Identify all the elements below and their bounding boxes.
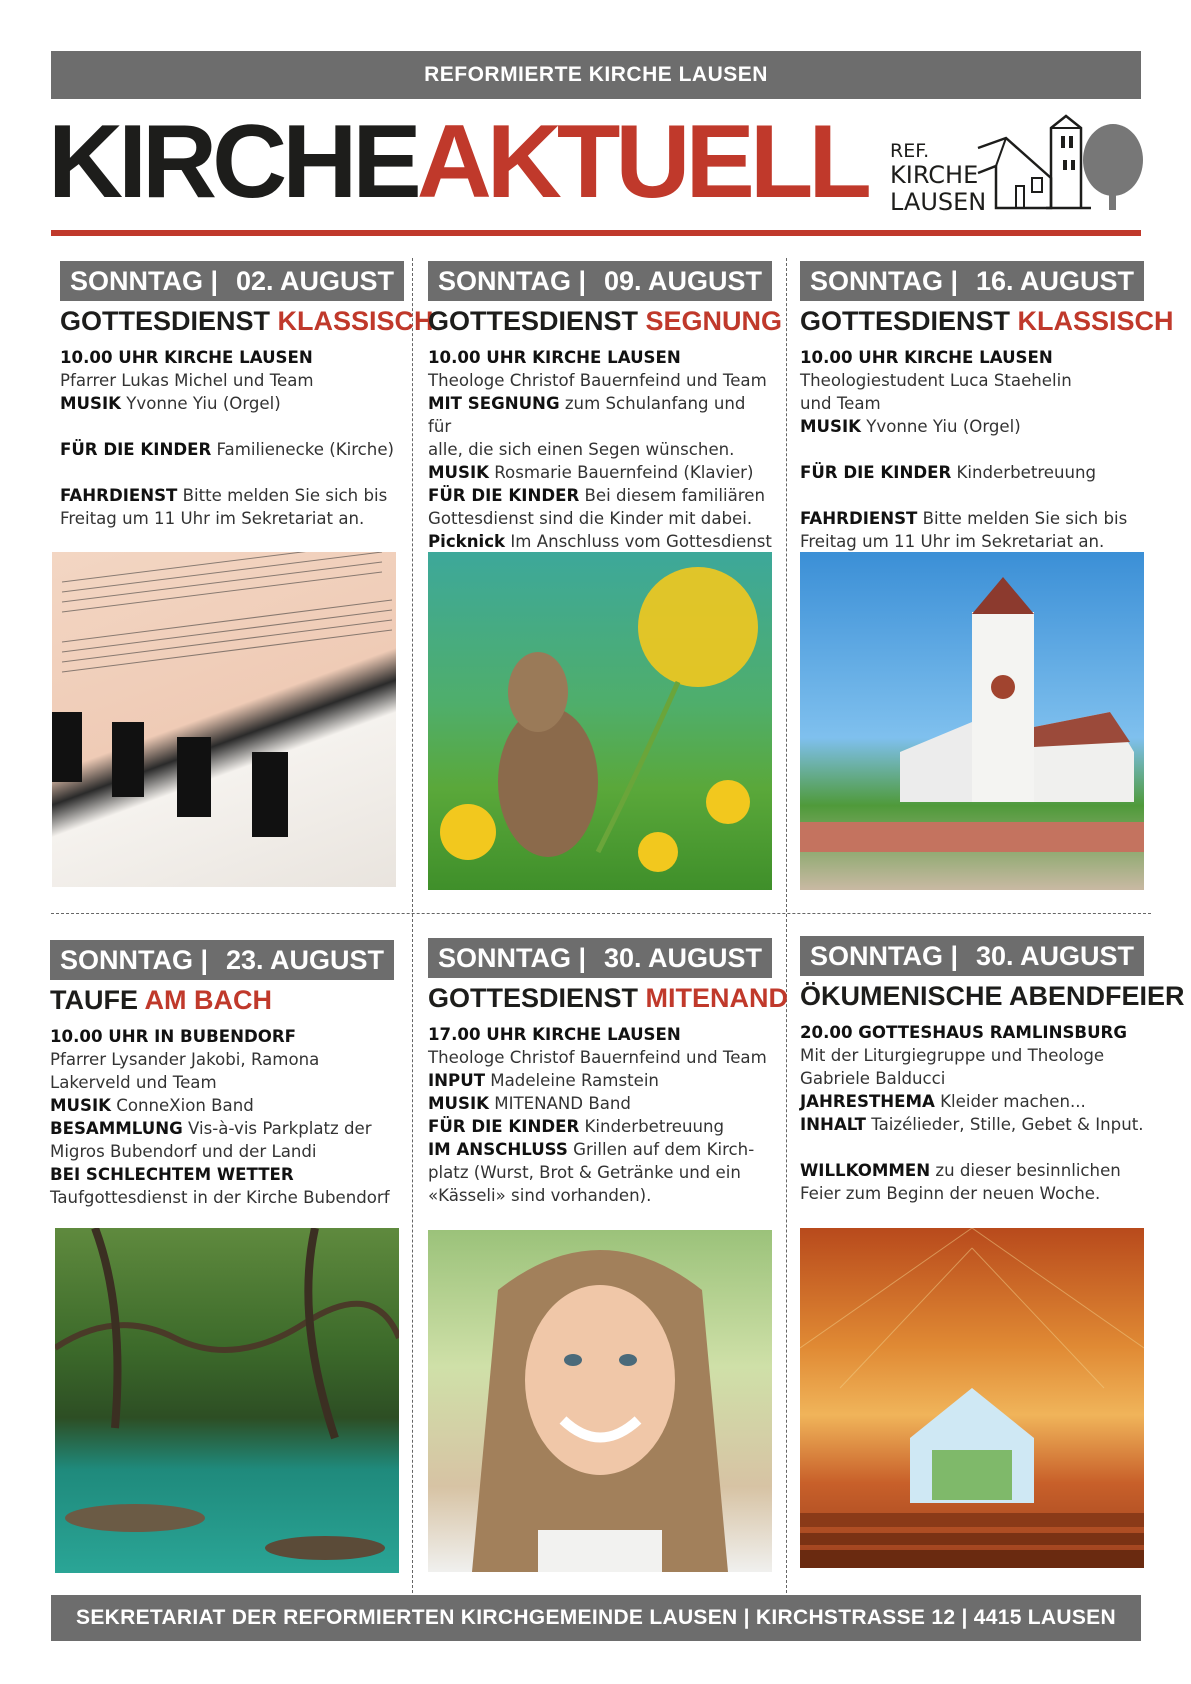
masthead-red: AKTUELL: [416, 104, 867, 220]
chapel-interior-photo: [800, 1228, 1144, 1568]
footer-address-bar: SEKRETARIAT DER REFORMIERTEN KIRCHGEMEINDE LAUSEN | KIRCHSTRASSE 12 | 4415 LAUSEN: [51, 1595, 1141, 1641]
event-title-main: ÖKUMENISCHE ABENDFEIER: [800, 981, 1185, 1011]
event-detail-line: [800, 507, 1144, 530]
event-detail-line: [50, 1117, 394, 1140]
event-detail-text: Pfarrer Lysander Jakobi, Ramona: [50, 1050, 320, 1069]
event-title: [800, 304, 1174, 338]
event-detail-label: MUSIK: [428, 463, 489, 482]
event-detail-label: IM ANSCHLUSS: [428, 1140, 568, 1159]
event-detail-text: Kinderbetreuung: [951, 463, 1097, 482]
event-day: SONNTAG |: [438, 266, 587, 296]
event-title: [428, 304, 783, 338]
event-detail-line: [50, 1048, 394, 1071]
event-details: [60, 346, 404, 530]
event-detail-text: «Kässeli» sind vorhanden).: [428, 1186, 652, 1205]
event-detail-label: FAHRDIENST: [60, 486, 178, 505]
event-detail-line: [428, 346, 772, 369]
event-detail-line: [800, 1113, 1144, 1136]
event-date: 02. AUGUST: [235, 266, 394, 296]
event-detail-line: [428, 1138, 772, 1161]
event-day: SONNTAG |: [60, 945, 209, 975]
event-detail-line: [50, 1025, 394, 1048]
event-date: 23. AUGUST: [225, 945, 384, 975]
event-title: [428, 981, 789, 1015]
event-detail-text: Theologiestudent Luca Staehelin: [800, 371, 1072, 390]
event-detail-label: FÜR DIE KINDER: [428, 486, 580, 505]
event-card-2: [428, 261, 783, 553]
event-detail-text: Im Anschluss vom Gottesdienst: [505, 532, 772, 551]
event-detail-text: platz (Wurst, Brot & Getränke und ein: [428, 1163, 741, 1182]
event-date-bar: [800, 936, 1144, 976]
church-drawing-icon: [976, 108, 1146, 213]
event-title: [50, 983, 394, 1017]
event-title-main: GOTTESDIENST: [428, 306, 639, 336]
event-date: 16. AUGUST: [975, 266, 1134, 296]
masthead-dark: KIRCHE: [48, 104, 417, 220]
event-detail-line: [60, 392, 404, 415]
event-detail-line: [50, 1140, 394, 1163]
event-detail-text: Taufgottesdienst in der Kirche Bubendorf: [50, 1188, 390, 1207]
event-detail-line: [428, 1184, 772, 1207]
event-detail-text: Pfarrer Lukas Michel und Team: [60, 371, 314, 390]
event-detail-line: [428, 530, 772, 553]
event-detail-line: [60, 346, 404, 369]
event-detail-text: Taizélieder, Stille, Gebet & Input.: [865, 1115, 1144, 1134]
event-detail-line: [50, 1071, 394, 1094]
masthead-title: [48, 104, 867, 220]
event-detail-line: [60, 484, 404, 507]
event-date-bar: [428, 938, 772, 978]
event-detail-line: [428, 369, 772, 392]
event-title-main: TAUFE: [50, 985, 138, 1015]
event-day: SONNTAG |: [810, 941, 959, 971]
event-title-accent: KLASSISCH: [1017, 306, 1174, 336]
event-detail-line: [800, 1159, 1144, 1182]
event-detail-text: Kleider machen...: [934, 1092, 1086, 1111]
event-detail-label: MUSIK: [50, 1096, 111, 1115]
event-detail-label: 10.00 UHR KIRCHE LAUSEN: [800, 348, 1053, 367]
event-title-accent: SEGNUNG: [645, 306, 783, 336]
logo-text: [890, 140, 986, 216]
logo-line-2: KIRCHE: [890, 161, 979, 189]
event-detail-label: MUSIK: [800, 417, 861, 436]
event-detail-label: FÜR DIE KINDER: [800, 463, 952, 482]
event-detail-line: [428, 1046, 772, 1069]
event-details: [50, 1025, 394, 1209]
church-logo: [880, 108, 1150, 218]
top-banner: REFORMIERTE KIRCHE LAUSEN: [51, 51, 1141, 99]
event-detail-text: Rosmarie Bauernfeind (Klavier): [488, 463, 754, 482]
event-detail-label: MIT SEGNUNG: [428, 394, 560, 413]
event-details: [428, 1023, 772, 1207]
event-detail-line: [800, 1044, 1144, 1067]
event-detail-line: [50, 1186, 394, 1209]
header-divider: [51, 230, 1141, 236]
event-card-4: [50, 940, 394, 1209]
event-detail-line: [428, 507, 772, 530]
event-detail-text: und Team: [800, 394, 881, 413]
event-detail-line: [800, 1067, 1144, 1090]
event-detail-line: [800, 530, 1144, 553]
event-detail-line: [428, 1161, 772, 1184]
event-title-main: GOTTESDIENST: [800, 306, 1011, 336]
column-divider-2: [786, 258, 787, 1598]
event-title: [60, 304, 434, 338]
event-detail-line: [800, 415, 1144, 438]
event-detail-label: FAHRDIENST: [800, 509, 918, 528]
event-date-bar: [60, 261, 404, 301]
event-detail-line: [50, 1094, 394, 1117]
event-detail-line: [428, 1092, 772, 1115]
event-detail-line: [50, 1163, 394, 1186]
event-detail-text: Gabriele Balducci: [800, 1069, 946, 1088]
event-day: SONNTAG |: [810, 266, 959, 296]
event-detail-text: Feier zum Beginn der neuen Woche.: [800, 1184, 1101, 1203]
event-card-3: [800, 261, 1174, 553]
river-forest-photo: [55, 1228, 399, 1573]
event-detail-text: Yvonne Yiu (Orgel): [120, 394, 281, 413]
event-date-bar: [50, 940, 394, 980]
event-date: 09. AUGUST: [603, 266, 762, 296]
event-detail-line: [800, 438, 1144, 461]
event-detail-text: Gottesdienst sind die Kinder mit dabei.: [428, 509, 753, 528]
row-divider: [51, 913, 1151, 914]
event-detail-label: 17.00 UHR KIRCHE LAUSEN: [428, 1025, 681, 1044]
logo-line-1: REF.: [890, 140, 930, 162]
mouse-dandelion-illustration: [428, 552, 772, 890]
event-detail-label: Picknick: [428, 532, 506, 551]
event-detail-line: [800, 1136, 1144, 1159]
event-card-1: [60, 261, 434, 530]
event-detail-line: [800, 484, 1144, 507]
event-detail-line: [428, 461, 772, 484]
event-detail-text: Freitag um 11 Uhr im Sekretariat an.: [60, 509, 365, 528]
event-title-accent: AM BACH: [144, 985, 272, 1015]
event-detail-text: Grillen auf dem Kirch-: [567, 1140, 755, 1159]
event-day: SONNTAG |: [438, 943, 587, 973]
event-details: [800, 346, 1144, 553]
event-detail-label: INHALT: [800, 1115, 866, 1134]
event-detail-label: 10.00 UHR IN BUBENDORF: [50, 1027, 297, 1046]
event-detail-text: zu dieser besinnlichen: [930, 1161, 1121, 1180]
event-detail-text: ConneXion Band: [110, 1096, 254, 1115]
event-card-5: [428, 938, 789, 1207]
sheet-music-piano-photo: [52, 552, 396, 887]
event-detail-line: [60, 507, 404, 530]
event-detail-text: alle, die sich einen Segen wünschen.: [428, 440, 735, 459]
event-detail-text: Theologe Christof Bauernfeind und Team: [428, 371, 767, 390]
event-title-main: GOTTESDIENST: [428, 983, 639, 1013]
event-detail-label: MUSIK: [60, 394, 121, 413]
event-detail-text: MITENAND Band: [488, 1094, 631, 1113]
event-detail-label: MUSIK: [428, 1094, 489, 1113]
event-detail-label: 20.00 GOTTESHAUS RAMLINSBURG: [800, 1023, 1127, 1042]
event-detail-line: [60, 438, 404, 461]
event-detail-label: 10.00 UHR KIRCHE LAUSEN: [60, 348, 313, 367]
event-detail-text: Freitag um 11 Uhr im Sekretariat an.: [800, 532, 1105, 551]
event-detail-label: JAHRESTHEMA: [800, 1092, 935, 1111]
event-detail-text: Bitte melden Sie sich bis: [177, 486, 388, 505]
event-detail-line: [428, 1115, 772, 1138]
event-detail-text: Bitte melden Sie sich bis: [917, 509, 1128, 528]
event-detail-text: Yvonne Yiu (Orgel): [860, 417, 1021, 436]
event-detail-text: Bei diesem familiären: [579, 486, 765, 505]
event-detail-text: Lakerveld und Team: [50, 1073, 217, 1092]
event-detail-line: [428, 1023, 772, 1046]
event-detail-label: BEI SCHLECHTEM WETTER: [50, 1165, 294, 1184]
event-date-bar: [428, 261, 772, 301]
event-detail-label: BESAMMLUNG: [50, 1119, 183, 1138]
event-detail-text: Madeleine Ramstein: [485, 1071, 659, 1090]
event-detail-line: [800, 1021, 1144, 1044]
event-detail-label: FÜR DIE KINDER: [428, 1117, 580, 1136]
event-detail-text: Theologe Christof Bauernfeind und Team: [428, 1048, 767, 1067]
column-divider-1: [412, 258, 413, 1598]
event-detail-line: [60, 461, 404, 484]
event-detail-line: [800, 461, 1144, 484]
event-detail-text: Familienecke (Kirche): [211, 440, 394, 459]
event-detail-line: [428, 438, 772, 461]
event-title-accent: KLASSISCH: [277, 306, 434, 336]
event-detail-text: Vis-à-vis Parkplatz der: [182, 1119, 372, 1138]
event-detail-line: [428, 392, 772, 438]
event-detail-line: [800, 392, 1144, 415]
event-detail-label: WILLKOMMEN: [800, 1161, 931, 1180]
event-detail-text: Migros Bubendorf und der Landi: [50, 1142, 317, 1161]
event-card-6: [800, 936, 1185, 1205]
event-details: [800, 1021, 1144, 1205]
event-detail-label: FÜR DIE KINDER: [60, 440, 212, 459]
event-title-main: GOTTESDIENST: [60, 306, 271, 336]
event-detail-line: [60, 415, 404, 438]
event-title-accent: MITENAND: [645, 983, 789, 1013]
event-detail-line: [800, 1182, 1144, 1205]
event-detail-line: [60, 369, 404, 392]
event-date-bar: [800, 261, 1144, 301]
event-title: [800, 979, 1185, 1013]
event-detail-label: 10.00 UHR KIRCHE LAUSEN: [428, 348, 681, 367]
event-detail-text: zum Schulanfang und für: [428, 394, 746, 436]
event-day: SONNTAG |: [70, 266, 219, 296]
event-detail-line: [428, 484, 772, 507]
event-detail-line: [800, 346, 1144, 369]
event-details: [428, 346, 772, 553]
logo-line-3: LAUSEN: [890, 188, 987, 216]
church-lausen-photo: [800, 552, 1144, 890]
event-detail-line: [800, 369, 1144, 392]
event-detail-line: [800, 1090, 1144, 1113]
event-detail-label: INPUT: [428, 1071, 486, 1090]
event-detail-text: Mit der Liturgiegruppe und Theologe: [800, 1046, 1105, 1065]
portrait-photo: [428, 1230, 772, 1572]
event-date: 30. AUGUST: [603, 943, 762, 973]
event-date: 30. AUGUST: [975, 941, 1134, 971]
event-detail-text: Kinderbetreuung: [579, 1117, 725, 1136]
event-detail-line: [428, 1069, 772, 1092]
